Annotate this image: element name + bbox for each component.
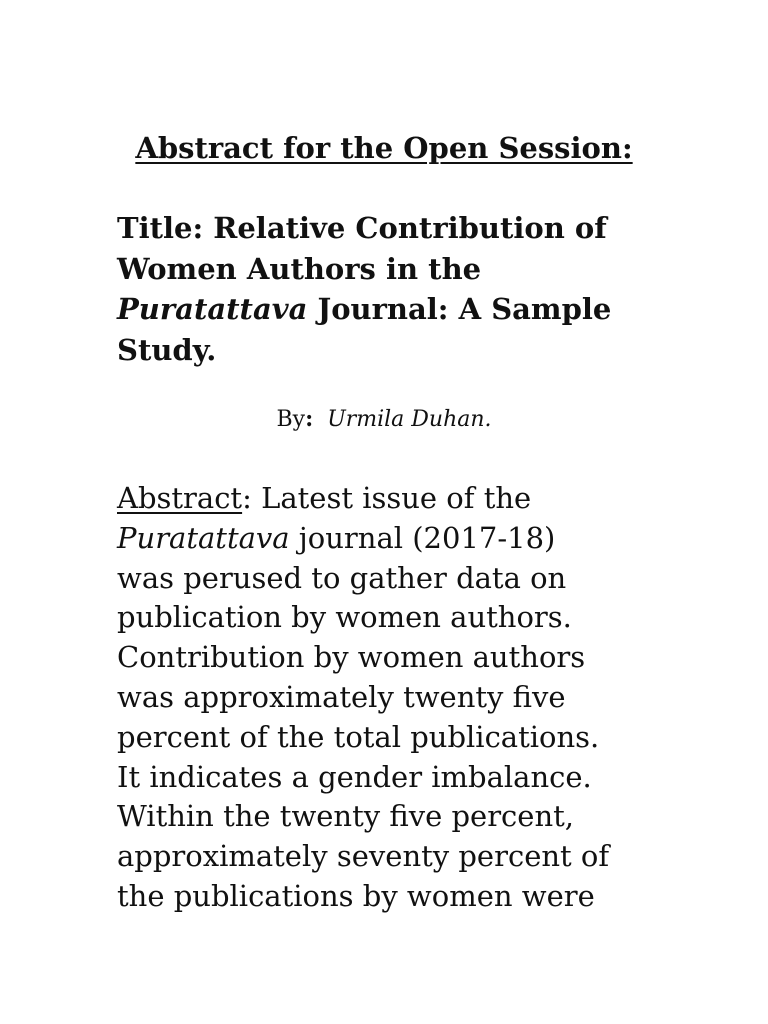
abstract-line: Within the twenty five percent,	[117, 799, 575, 834]
abstract-line-2-rest: journal (2017-18)	[289, 520, 556, 555]
title-line-3	[117, 289, 757, 330]
abstract-line: It indicates a gender imbalance.	[117, 759, 592, 794]
abstract-line: percent of the total publications.	[117, 719, 600, 754]
abstract-journal-italic: Puratattava	[117, 520, 290, 555]
abstract-line: the publications by women were	[117, 878, 595, 913]
abstract-label: Abstract	[117, 481, 243, 515]
abstract-line: Contribution by women authors	[117, 640, 586, 675]
title-line-4: Study.	[117, 332, 217, 367]
abstract-body	[117, 479, 757, 917]
title-line-2: Women Authors in the	[117, 251, 482, 286]
paper-title	[117, 208, 757, 370]
abstract-line-1-rest: : Latest issue of the	[242, 481, 532, 515]
title-line-3-rest: Journal: A Sample	[307, 292, 612, 326]
abstract-line: publication by women authors.	[117, 600, 572, 635]
abstract-line: was approximately twenty five	[117, 679, 566, 714]
author-name: Urmila Duhan.	[327, 407, 492, 432]
page-heading: Abstract for the Open Session:	[135, 131, 633, 165]
title-line-1: Title: Relative Contribution of	[117, 211, 607, 245]
abstract-line-2	[117, 519, 757, 559]
abstract-line-1	[117, 479, 757, 519]
byline	[0, 402, 768, 437]
byline-prefix: By	[276, 407, 306, 432]
byline-colon: :	[305, 406, 314, 432]
abstract-line: was perused to gather data on	[117, 560, 567, 595]
abstract-line: approximately seventy percent of	[117, 839, 610, 874]
journal-name-italic: Puratattava	[117, 292, 308, 326]
